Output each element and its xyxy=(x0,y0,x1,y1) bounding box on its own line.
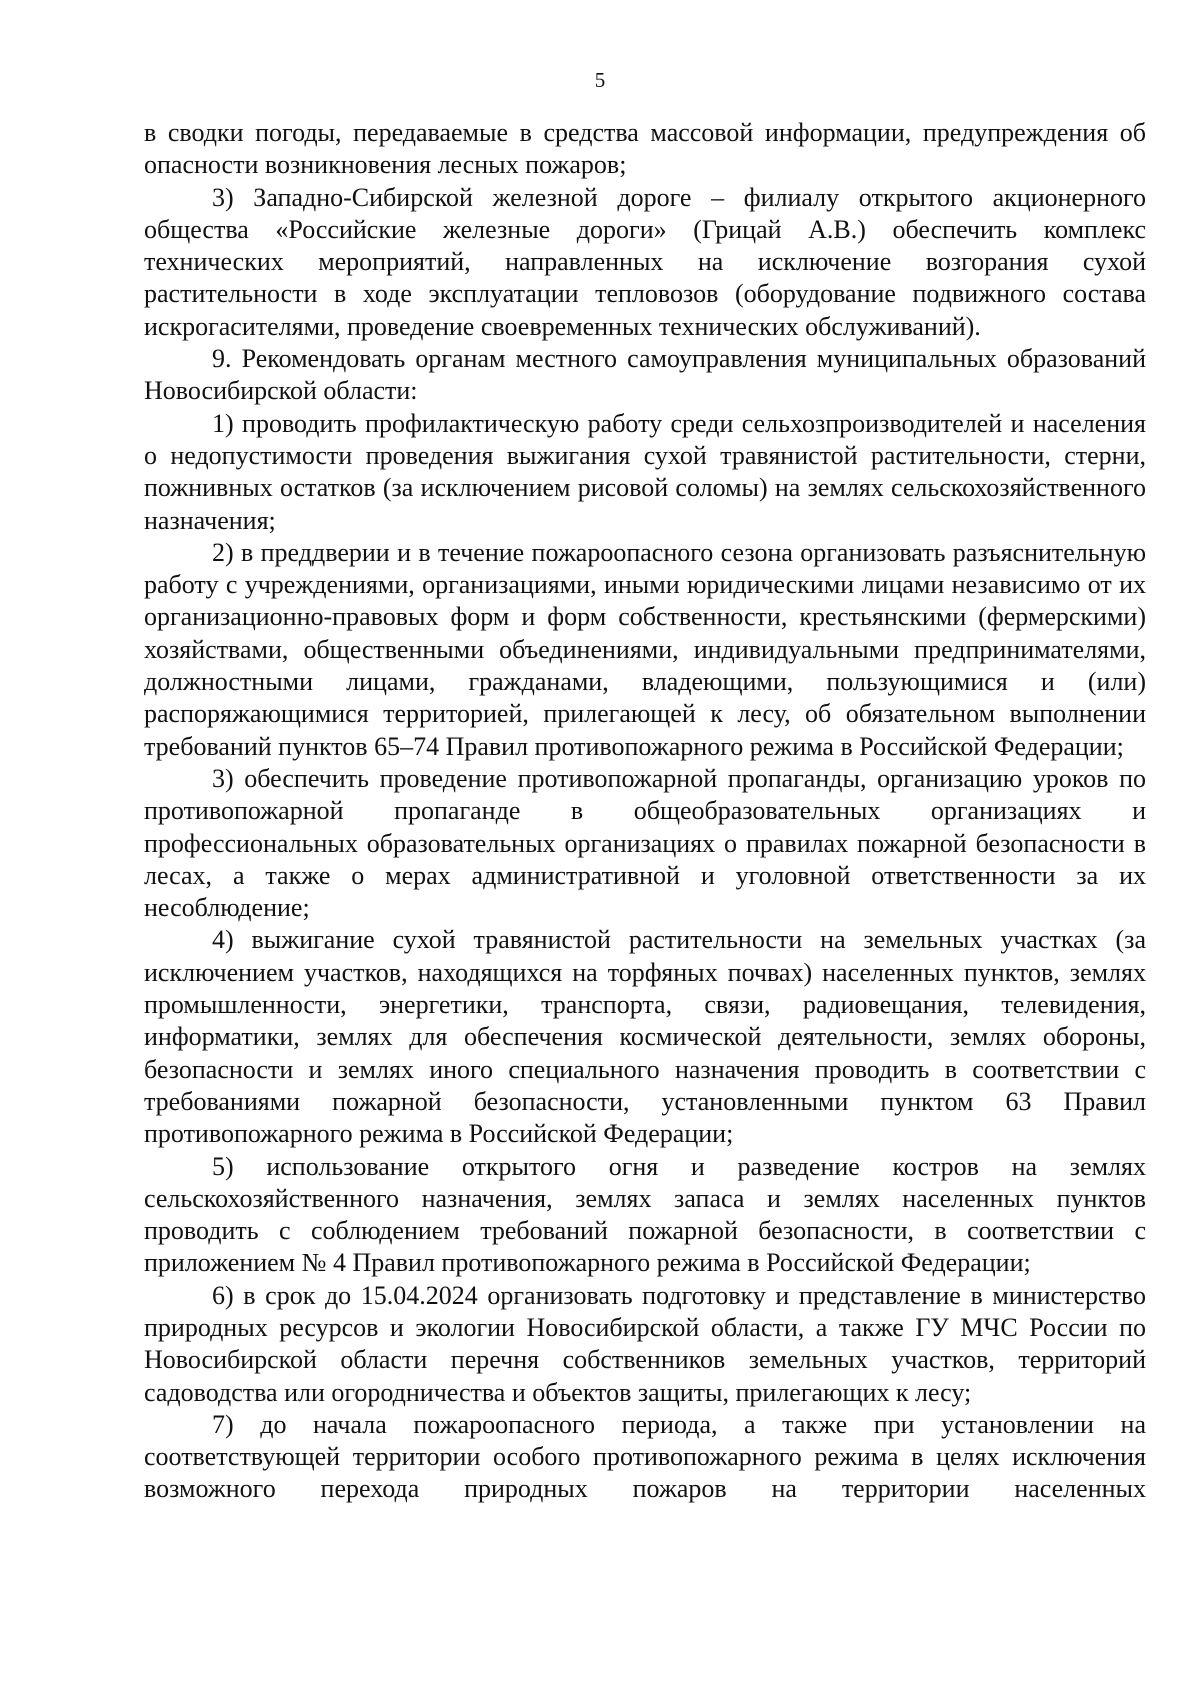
paragraph-subitem-7-fire-season: 7) до начала пожароопасного периода, а также при установлении на соответствующей территории особого противопожарного режима в целях исключения возможного перехода природных пожаров на территории населенных xyxy=(144,1409,1146,1504)
paragraph-subitem-3-propaganda: 3) обеспечить проведение противопожарной пропаганды, организацию уроков по противопожарной пропаганде в общеобразовательных организациях и профессиональных образовательных организациях о правилах пожарной безопасности в лесах, а также о мерах административной и уголовной ответственности за их несоблюдение; xyxy=(144,763,1146,923)
paragraph-weather-reports: в сводки погоды, передаваемые в средства массовой информации, предупреждения об опасности возникновения лесных пожаров; xyxy=(144,118,1146,180)
paragraph-item-9-recommendation: 9. Рекомендовать органам местного самоуправления муниципальных образований Новосибирской области: xyxy=(144,344,1146,406)
paragraph-railway-measures: 3) Западно-Сибирской железной дороге – филиалу открытого акционерного общества «Российские железные дороги» (Грицай А.В.) обеспечить комплекс технических мероприятий, направленных на исключение возгорания сухой растительности в ходе эксплуатации тепловозов (оборудование подвижного состава искрогасителями, проведение своевременных технических обслуживаний). xyxy=(144,182,1146,341)
paragraph-subitem-6-deadline: 6) в срок до 15.04.2024 организовать подготовку и представление в министерство природных ресурсов и экологии Новосибирской области, а также ГУ МЧС России по Новосибирской области перечня собственников земельных участков, территорий садоводства или огородничества и объектов защиты, прилегающих к лесу; xyxy=(144,1280,1146,1407)
paragraph-subitem-4-burning: 4) выжигание сухой травянистой растительности на земельных участках (за исключением участков, находящихся на торфяных почвах) населенных пунктов, землях промышленности, энергетики, транспорта, связи, радиовещания, телевидения, информатики, землях для обеспечения космической деятельности, землях обороны, безопасности и землях иного специального назначения проводить в соответствии с требованиями пожарной безопасности, установленными пунктом 63 Правил противопожарного режима в Российской Федерации; xyxy=(144,925,1146,1149)
page-number: 5 xyxy=(594,68,606,92)
document-body xyxy=(144,117,1146,1506)
paragraph-subitem-5-open-fire: 5) использование открытого огня и разведение костров на землях сельскохозяйственного назначения, землях запаса и землях населенных пунктов проводить с соблюдением требований пожарной безопасности, в соответствии с приложением № 4 Правил противопожарного режима в Российской Федерации; xyxy=(144,1151,1146,1278)
paragraph-subitem-1-prevention: 1) проводить профилактическую работу среди сельхозпроизводителей и населения о недопустимости проведения выжигания сухой травянистой растительности, стерни, пожнивных остатков (за исключением рисовой соломы) на землях сельскохозяйственного назначения; xyxy=(144,408,1146,535)
paragraph-subitem-2-explanatory-work: 2) в преддверии и в течение пожароопасного сезона организовать разъяснительную работу с учреждениями, организациями, иными юридическими лицами независимо от их организационно-правовых форм и форм собственности, крестьянскими (фермерскими) хозяйствами, общественными объединениями, индивидуальными предпринимателями, должностными лицами, гражданами, владеющими, пользующимися и (или) распоряжающимися территорией, прилегающей к лесу, об обязательном выполнении требований пунктов 65–74 Правил противопожарного режима в Российской Федерации; xyxy=(144,537,1146,761)
